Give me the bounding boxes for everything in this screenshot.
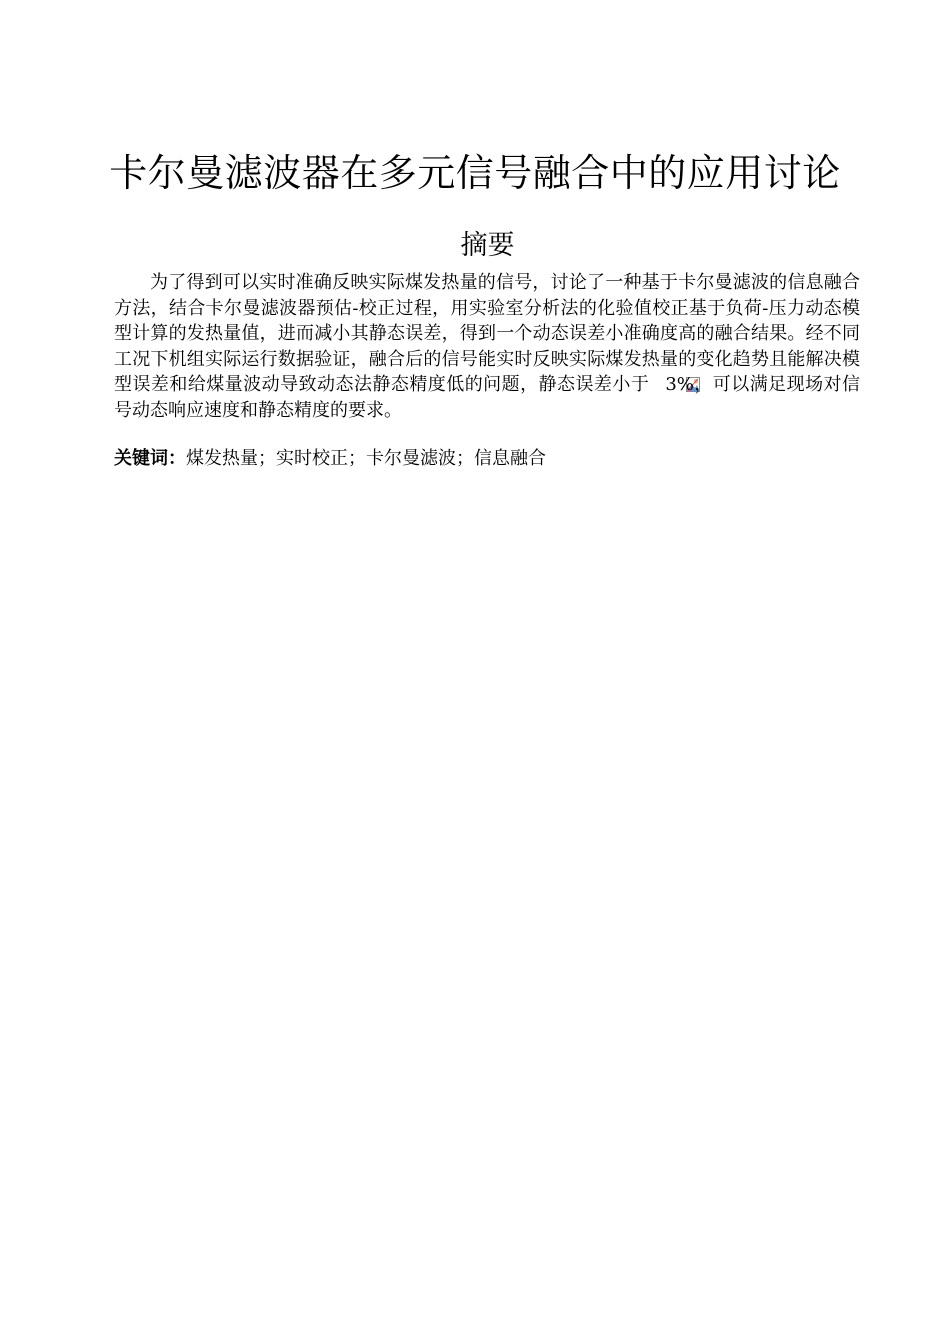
page-title: 卡尔曼滤波器在多元信号融合中的应用讨论 bbox=[109, 151, 841, 195]
abstract-text-after: 3%，可以满足现场对信号动态响应速度和静态精度的要求。 bbox=[114, 374, 860, 421]
keywords-text: 煤发热量；实时校正；卡尔曼滤波；信息融合 bbox=[186, 448, 546, 469]
abstract-paragraph bbox=[114, 270, 860, 424]
abstract-heading: 摘要 bbox=[460, 230, 515, 261]
keywords-label: 关键词： bbox=[114, 448, 186, 469]
keywords-line bbox=[114, 446, 860, 472]
broken-image-icon bbox=[650, 374, 664, 389]
abstract-text-before: 为了得到可以实时准确反映实际煤发热量的信号，讨论了一种基于卡尔曼滤波的信息融合方法，结合卡尔曼滤波器预估-校正过程，用实验室分析法的化验值校正基于负荷-压力动态模型计算的发热量值，进而减小其静态误差，得到一个动态误差小准确度高的融合结果。经不同工况下机组实际运行数据验证，融合后的信号能实时反映实际煤发热量的变化趋势且能解决模型误差和给煤量波动导致动态法静态精度低的问题，静态误差小于 bbox=[114, 272, 860, 396]
